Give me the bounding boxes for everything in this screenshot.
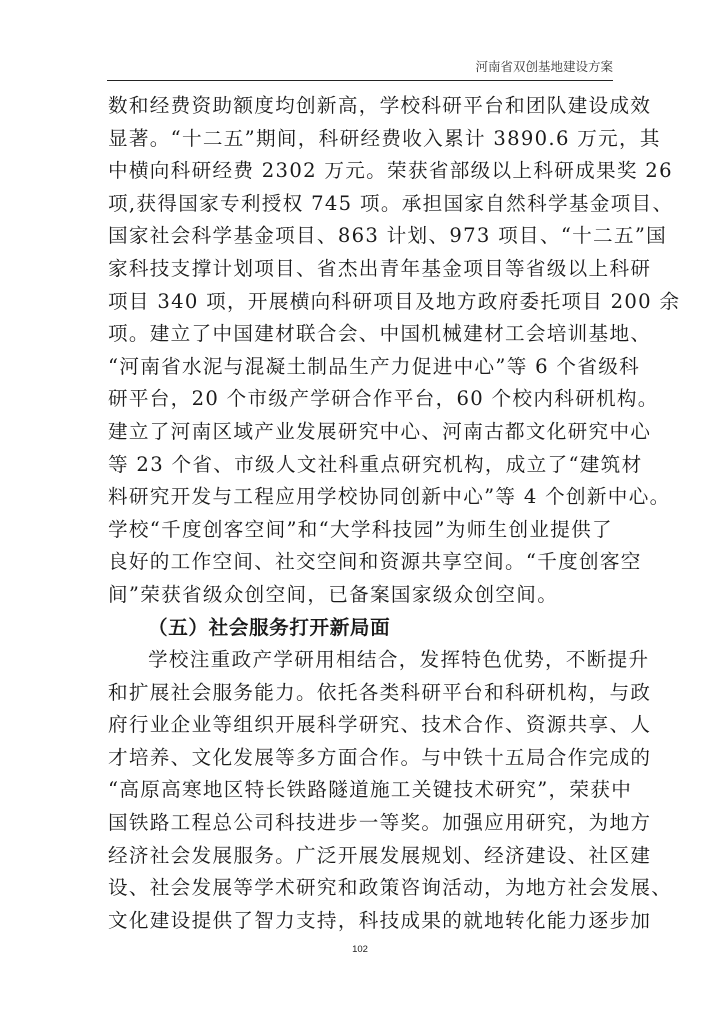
paragraph-line: 项,获得国家专利授权 745 项。承担国家自然科学基金项目、 — [108, 191, 674, 215]
paragraph-line: 间”荣获省级众创空间，已备案国家级众创空间。 — [108, 582, 559, 606]
paragraph-line: 国铁路工程总公司科技进步一等奖。加强应用研究，为地方 — [108, 811, 652, 835]
paragraph-line: 中横向科研经费 2302 万元。荣获省部级以上科研成果奖 26 — [108, 159, 673, 183]
paragraph-line: 料研究开发与工程应用学校协同创新中心”等 4 个创新中心。 — [108, 485, 671, 509]
paragraph-line: 研平台，20 个市级产学研合作平台，60 个校内科研机构。 — [108, 387, 659, 411]
paragraph-line: 建立了河南区域产业发展研究中心、河南古都文化研究中心 — [108, 419, 652, 443]
section-heading: （五）社会服务打开新局面 — [148, 615, 391, 639]
paragraph-line: 和扩展社会服务能力。依托各类科研平台和科研机构，与政 — [108, 680, 652, 704]
body-text — [108, 90, 681, 937]
paragraph-line: 显著。“十二五”期间，科研经费收入累计 3890.6 万元，其 — [108, 126, 661, 150]
paragraph-line: 文化建设提供了智力支持，科技成果的就地转化能力逐步加 — [108, 908, 652, 932]
page-number: 102 — [352, 944, 368, 955]
paragraph-line: 学校注重政产学研用相结合，发挥特色优势，不断提升 — [148, 648, 650, 672]
paragraph-line: 经济社会发展服务。广泛开展发展规划、经济建设、社区建 — [108, 843, 652, 867]
paragraph-line: 项。建立了中国建材联合会、中国机械建材工会培训基地、 — [108, 322, 652, 346]
paragraph-line: 等 23 个省、市级人文社科重点研究机构，成立了“建筑材 — [108, 452, 643, 476]
paragraph-line: 设、社会发展等学术研究和政策咨询活动，为地方社会发展、 — [108, 876, 673, 900]
paragraph-line: “河南省水泥与混凝土制品生产力促进中心”等 6 个省级科 — [108, 354, 641, 378]
paragraph-line: 家科技支撑计划项目、省杰出青年基金项目等省级以上科研 — [108, 256, 652, 280]
paragraph-line: 良好的工作空间、社交空间和资源共享空间。“千度创客空 — [108, 550, 642, 574]
paragraph-line: 府行业企业等组织开展科学研究、技术合作、资源共享、人 — [108, 713, 652, 737]
paragraph-line: 数和经费资助额度均创新高，学校科研平台和团队建设成效 — [108, 94, 652, 117]
paragraph-line: “高原高寒地区特长铁路隧道施工关键技术研究”，荣获中 — [108, 778, 633, 802]
paragraph-line: 项目 340 项，开展横向科研项目及地方政府委托项目 200 余 — [108, 289, 681, 313]
paragraph-line: 国家社会科学基金项目、863 计划、973 项目、“十二五”国 — [108, 224, 668, 248]
paragraph-line: 学校“千度创客空间”和“大学科技园”为师生创业提供了 — [108, 517, 613, 541]
running-header: 河南省双创基地建设方案 — [107, 56, 613, 81]
paragraph-line: 才培养、文化发展等多方面合作。与中铁十五局合作完成的 — [108, 745, 652, 769]
